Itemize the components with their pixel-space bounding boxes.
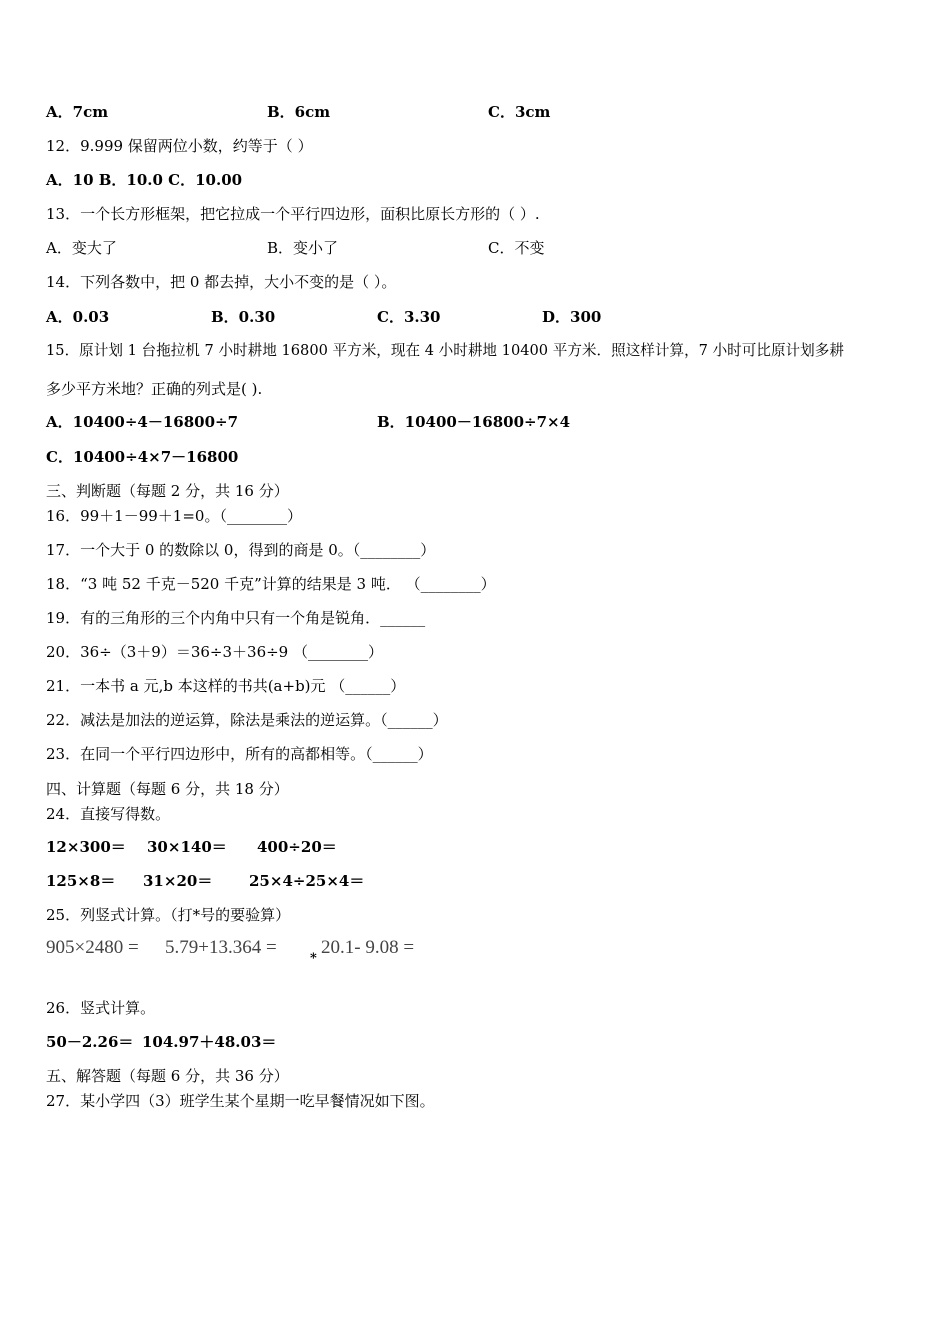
judge-item: 20．36÷（3＋9）＝36÷3＋36÷9 （________） — [46, 643, 383, 661]
section-5-heading: 五、解答题（每题 6 分，共 36 分） — [46, 1067, 289, 1085]
q13-option-c: C．不变 — [488, 239, 545, 257]
q13-option-a: A．变大了 — [46, 239, 117, 257]
q25-expression: 905×2480 = — [46, 937, 139, 958]
q24-item: 12×300＝ — [46, 838, 126, 856]
q11-option-b: B．6cm — [267, 103, 331, 121]
q24-item: 400÷20＝ — [257, 838, 337, 856]
q15-stem-line2: 多少平方米地？正确的列式是( ). — [46, 380, 263, 398]
q11-option-c: C．3cm — [488, 103, 551, 121]
q11-option-a: A．7cm — [46, 103, 109, 121]
q26-stem: 26．竖式计算。 — [46, 999, 156, 1017]
q25-expression: 5.79+13.364 = — [165, 937, 277, 958]
section-3-heading: 三、判断题（每题 2 分，共 16 分） — [46, 482, 289, 500]
section-4-heading: 四、计算题（每题 6 分，共 18 分） — [46, 780, 289, 798]
q25-expression: 20.1- 9.08 = — [321, 937, 415, 958]
q13-option-b: B．变小了 — [267, 239, 339, 257]
q14-option-d: D．300 — [542, 308, 602, 326]
q15-option-a: A．10400÷4－16800÷7 — [46, 413, 239, 431]
judge-item: 18．“3 吨 52 千克－520 千克”计算的结果是 3 吨． （________） — [46, 575, 496, 593]
q15-option-c: C．10400÷4×7－16800 — [46, 448, 239, 466]
q14-option-c: C．3.30 — [377, 308, 441, 326]
q27-stem: 27．某小学四（3）班学生某个星期一吃早餐情况如下图。 — [46, 1092, 435, 1110]
q15-option-b: B．10400－16800÷7×4 — [377, 413, 571, 431]
judge-item: 19．有的三角形的三个内角中只有一个角是锐角．______ — [46, 609, 426, 627]
q24-item: 31×20＝ — [143, 872, 213, 890]
q24-stem: 24．直接写得数。 — [46, 805, 171, 823]
judge-item: 16．99＋1－99＋1=0。（________） — [46, 507, 302, 525]
judge-item: 23．在同一个平行四边形中，所有的高都相等。（______） — [46, 745, 433, 763]
q14-option-a: A．0.03 — [46, 308, 110, 326]
q26-item: 50－2.26＝ — [46, 1033, 134, 1051]
q14-stem: 14．下列各数中，把 0 都去掉，大小不变的是（ ）。 — [46, 273, 397, 291]
judge-item: 17．一个大于 0 的数除以 0，得到的商是 0。（________） — [46, 541, 436, 559]
q24-item: 25×4÷25×4＝ — [249, 872, 365, 890]
verify-star-mark: * — [310, 951, 317, 966]
q24-item: 30×140＝ — [147, 838, 227, 856]
q26-item: 104.97＋48.03＝ — [142, 1033, 277, 1051]
judge-item: 21．一本书 a 元,b 本这样的书共(a+b)元 （______） — [46, 677, 406, 695]
q13-stem: 13．一个长方形框架，把它拉成一个平行四边形，面积比原长方形的（ ）. — [46, 205, 540, 223]
judge-item: 22．减法是加法的逆运算，除法是乘法的逆运算。（______） — [46, 711, 448, 729]
q15-stem-line1: 15．原计划 1 台拖拉机 7 小时耕地 16800 平方米，现在 4 小时耕地 10400 平方米．照这样计算，7 小时可比原计划多耕 — [46, 342, 844, 359]
q24-item: 125×8＝ — [46, 872, 116, 890]
q14-option-b: B．0.30 — [211, 308, 276, 326]
q12-options: A．10 B．10.0 C．10.00 — [46, 171, 243, 189]
q12-stem: 12．9.999 保留两位小数，约等于（ ） — [46, 137, 313, 155]
q25-stem: 25．列竖式计算。（打*号的要验算） — [46, 906, 291, 924]
